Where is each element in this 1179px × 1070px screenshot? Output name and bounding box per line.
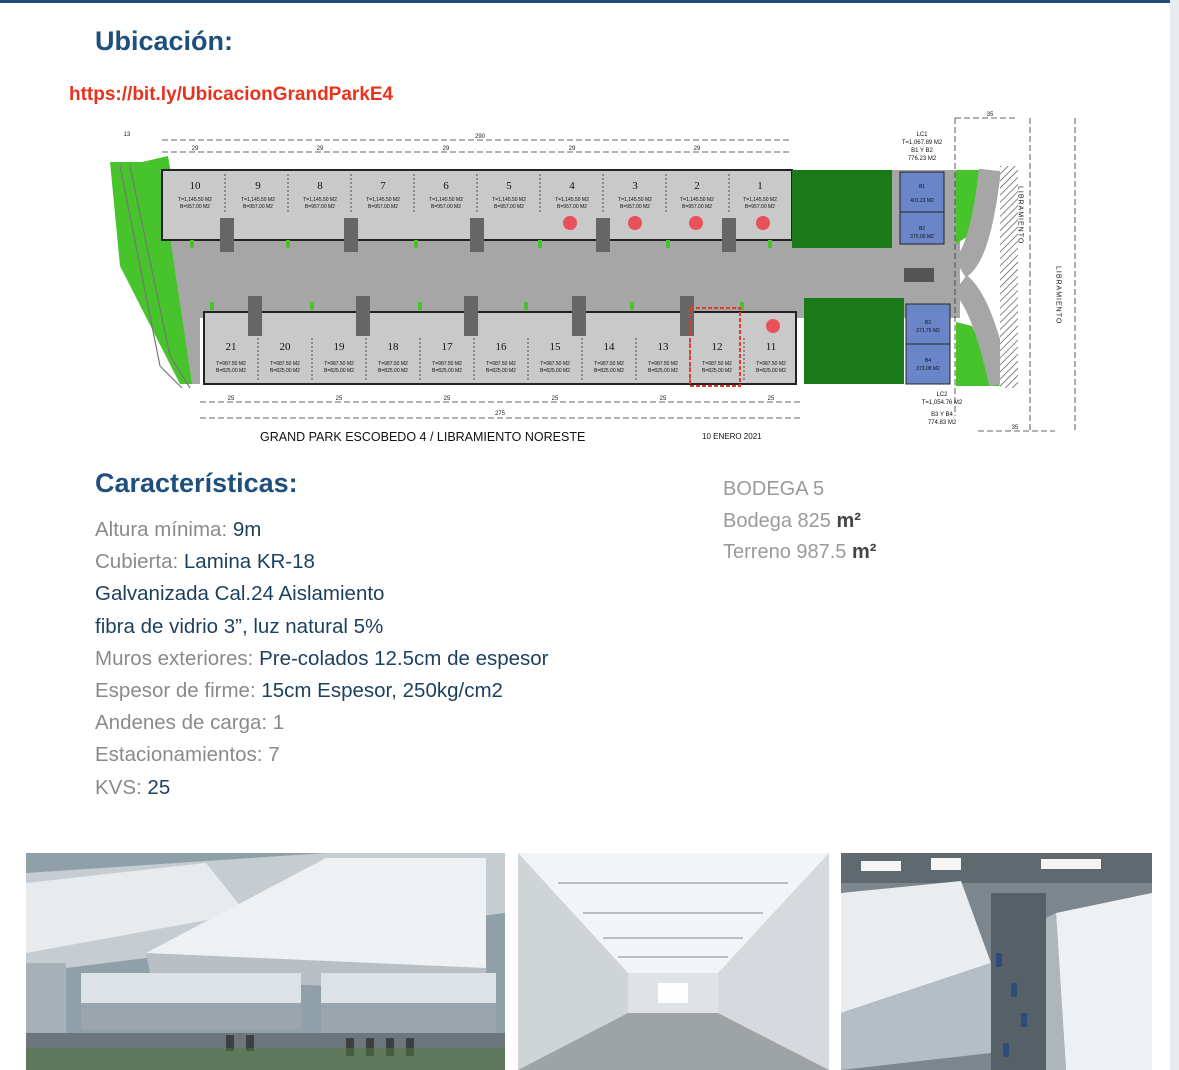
b1-label: B1 — [918, 184, 926, 190]
unit-label-5: 5 — [506, 180, 512, 192]
bodega-area — [723, 506, 876, 538]
bottom-area-t: T=987.50 M2 — [540, 361, 570, 367]
b2-area: 375.00 M2 — [910, 234, 934, 240]
top-area-t: T=1,145.50 M2 — [366, 197, 400, 203]
unit-label-12: 12 — [711, 341, 723, 353]
lc1-line: LC1 — [916, 132, 928, 138]
spec-kvs — [95, 772, 655, 804]
top-area-t: T=1,145.50 M2 — [680, 197, 714, 203]
bay-dim: 29 — [442, 146, 450, 152]
unit-label-15: 15 — [549, 341, 561, 353]
location-link[interactable]: https://bit.ly/UbicacionGrandParkE4 — [69, 84, 394, 105]
spec-kvs-label: KVS: — [95, 775, 142, 799]
unit-label-17: 17 — [441, 341, 453, 353]
top-area-t: T=1,145.50 M2 — [241, 197, 275, 203]
bay-dim: 29 — [316, 146, 324, 152]
unit-label-14: 14 — [603, 341, 615, 353]
bottom-area-b: B=825.00 M2 — [270, 368, 300, 374]
bottom-area-b: B=825.00 M2 — [540, 368, 570, 374]
bottom-area-b: B=825.00 M2 — [594, 368, 624, 374]
green-area-top — [792, 170, 892, 248]
bodega-unit: m² — [836, 509, 861, 532]
unit-label-7: 7 — [380, 180, 386, 192]
bottom-area-t: T=987.50 M2 — [486, 361, 516, 367]
spec-estacionamientos: Estacionamientos: 7 — [95, 743, 280, 767]
bottom-area-b: B=825.00 M2 — [648, 368, 678, 374]
unit-label-3: 3 — [632, 180, 638, 192]
spec-cubierta — [95, 546, 655, 578]
bottom-bay-dim: 25 — [443, 396, 451, 402]
bottom-area-b: B=825.00 M2 — [216, 368, 246, 374]
top-area-b: B=957.00 M2 — [431, 204, 461, 210]
photo-industrial-park — [841, 853, 1152, 1070]
terreno-unit: m² — [851, 541, 877, 563]
b3-label: B3 — [924, 320, 932, 326]
bottom-area-b: B=825.00 M2 — [324, 368, 354, 374]
spec-cubierta-label: Cubierta: — [95, 550, 179, 574]
lc2-line: B3 Y B4 — [931, 412, 953, 418]
spec-muros — [95, 643, 655, 675]
right-dim-bottom: 35 — [1011, 425, 1019, 431]
top-area-b: B=957.00 M2 — [620, 204, 650, 210]
spec-firme-value: 15cm Espesor, 250kg/cm2 — [261, 679, 503, 703]
bottom-bay-dim: 25 — [335, 396, 343, 402]
bottom-area-t: T=987.50 M2 — [702, 361, 732, 367]
right-dim: 35 — [986, 112, 994, 118]
unit-label-8: 8 — [317, 180, 323, 192]
top-area-b: B=957.00 M2 — [243, 204, 273, 210]
spec-firme-label: Espesor de firme: — [95, 679, 256, 703]
bottom-total-dim: 275 — [494, 411, 506, 417]
top-total-dim: 290 — [474, 134, 486, 140]
spec-altura-label: Altura mínima: — [95, 518, 228, 541]
bottom-area-t: T=987.50 M2 — [594, 361, 624, 367]
top-area-b: B=957.00 M2 — [305, 204, 335, 210]
b4-area: 373.08 M2 — [916, 366, 940, 372]
site-plan — [100, 112, 1080, 446]
lc2-line: 774.83 M2 — [927, 420, 957, 426]
bottom-area-t: T=987.50 M2 — [324, 361, 354, 367]
unit-label-20: 20 — [279, 341, 291, 353]
top-area-b: B=957.00 M2 — [494, 204, 524, 210]
road-label-right: LIBRAMIENTO — [1054, 266, 1062, 325]
top-area-t: T=1,145.50 M2 — [492, 197, 526, 203]
top-area-t: T=1,145.50 M2 — [555, 197, 589, 203]
unit-label-2: 2 — [694, 180, 700, 192]
terreno-area — [723, 537, 876, 569]
bottom-area-b: B=825.00 M2 — [378, 368, 408, 374]
plan-date: 10 ENERO 2021 — [702, 432, 762, 441]
b1-area: 401.23 M2 — [910, 198, 934, 204]
spec-cubierta-value-3: fibra de vidrio 3”, luz natural 5% — [95, 614, 384, 638]
right-scroll-edge — [1170, 0, 1179, 1070]
top-area-t: T=1,145.50 M2 — [429, 197, 463, 203]
unit-label-19: 19 — [333, 341, 345, 353]
unit-label-1: 1 — [757, 180, 763, 192]
bottom-area-b: B=825.00 M2 — [702, 368, 732, 374]
bottom-bay-dim: 25 — [227, 396, 235, 402]
features-list — [95, 514, 655, 804]
lc1-line: T=1,067.89 M2 — [901, 140, 943, 146]
bottom-area-t: T=987.50 M2 — [432, 361, 462, 367]
bodega-title: BODEGA 5 — [723, 478, 825, 500]
top-area-b: B=957.00 M2 — [557, 204, 587, 210]
bay-dim: 29 — [693, 146, 701, 152]
bay-dim: 29 — [191, 146, 199, 152]
unit-label-4: 4 — [569, 180, 575, 192]
terreno-area-label: Terreno 987.5 — [723, 541, 847, 563]
unit-label-10: 10 — [189, 180, 201, 192]
bottom-bay-dim: 25 — [767, 396, 775, 402]
unit-label-18: 18 — [387, 341, 399, 353]
unit-label-13: 13 — [657, 341, 669, 353]
b3-area: 371.75 M2 — [916, 328, 940, 334]
top-area-b: B=957.00 M2 — [180, 204, 210, 210]
spec-firme — [95, 675, 655, 707]
top-area-t: T=1,145.50 M2 — [618, 197, 652, 203]
bottom-area-t: T=987.50 M2 — [378, 361, 408, 367]
unit-label-9: 9 — [255, 180, 261, 192]
left-dim: 13 — [123, 132, 131, 138]
bodega-summary — [723, 474, 876, 569]
lc1-line: B1 Y B2 — [911, 148, 933, 154]
b2-label: B2 — [918, 226, 926, 232]
unit-label-11: 11 — [765, 341, 777, 353]
bottom-area-t: T=987.50 M2 — [648, 361, 678, 367]
bottom-area-b: B=825.00 M2 — [432, 368, 462, 374]
lc2-line: T=1,054.76 M2 — [921, 400, 963, 406]
bay-dim: 29 — [568, 146, 576, 152]
spec-cubierta-value-2: Galvanizada Cal.24 Aislamiento — [95, 582, 385, 606]
lc1-line: 776.23 M2 — [907, 156, 937, 162]
top-area-t: T=1,145.50 M2 — [178, 197, 212, 203]
top-area-b: B=957.00 M2 — [682, 204, 712, 210]
road-label-left: LIBRAMIENTO — [1016, 186, 1024, 245]
bottom-bay-dim: 25 — [551, 396, 559, 402]
bottom-area-b: B=825.00 M2 — [486, 368, 516, 374]
top-area-b: B=957.00 M2 — [745, 204, 775, 210]
features-heading: Características: — [95, 468, 298, 498]
spec-muros-label: Muros exteriores: — [95, 646, 254, 670]
unit-label-16: 16 — [495, 341, 507, 353]
bottom-area-b: B=825.00 M2 — [756, 368, 786, 374]
road-hatch — [1000, 166, 1018, 388]
spec-cubierta-value: Lamina KR-18 — [183, 550, 315, 574]
plan-caption: GRAND PARK ESCOBEDO 4 / LIBRAMIENTO NORESTE — [260, 430, 586, 444]
location-heading: Ubicación: — [95, 26, 234, 56]
bottom-area-t: T=987.50 M2 — [756, 361, 786, 367]
unit-label-21: 21 — [225, 341, 237, 353]
bottom-bay-dim: 25 — [659, 396, 667, 402]
unit-label-6: 6 — [443, 180, 449, 192]
bodega-area-label: Bodega 825 — [723, 509, 831, 532]
lc2-line: LC2 — [936, 392, 948, 398]
spec-altura-value: 9m — [232, 518, 262, 541]
top-area-b: B=957.00 M2 — [368, 204, 398, 210]
top-area-t: T=1,145.50 M2 — [303, 197, 337, 203]
bottom-area-t: T=987.50 M2 — [270, 361, 300, 367]
spec-altura — [95, 514, 655, 546]
top-border — [0, 0, 1179, 3]
spec-muros-value: Pre-colados 12.5cm de espesor — [259, 646, 549, 670]
top-area-t: T=1,145.50 M2 — [743, 197, 777, 203]
photo-aerial-warehouses — [26, 853, 505, 1070]
spec-andenes: Andenes de carga: 1 — [95, 711, 285, 735]
bottom-area-t: T=987.50 M2 — [216, 361, 246, 367]
green-area-bottom — [804, 298, 904, 384]
photo-warehouse-interior — [518, 853, 829, 1070]
b4-label: B4 — [924, 358, 932, 364]
spec-kvs-value: 25 — [147, 775, 171, 799]
